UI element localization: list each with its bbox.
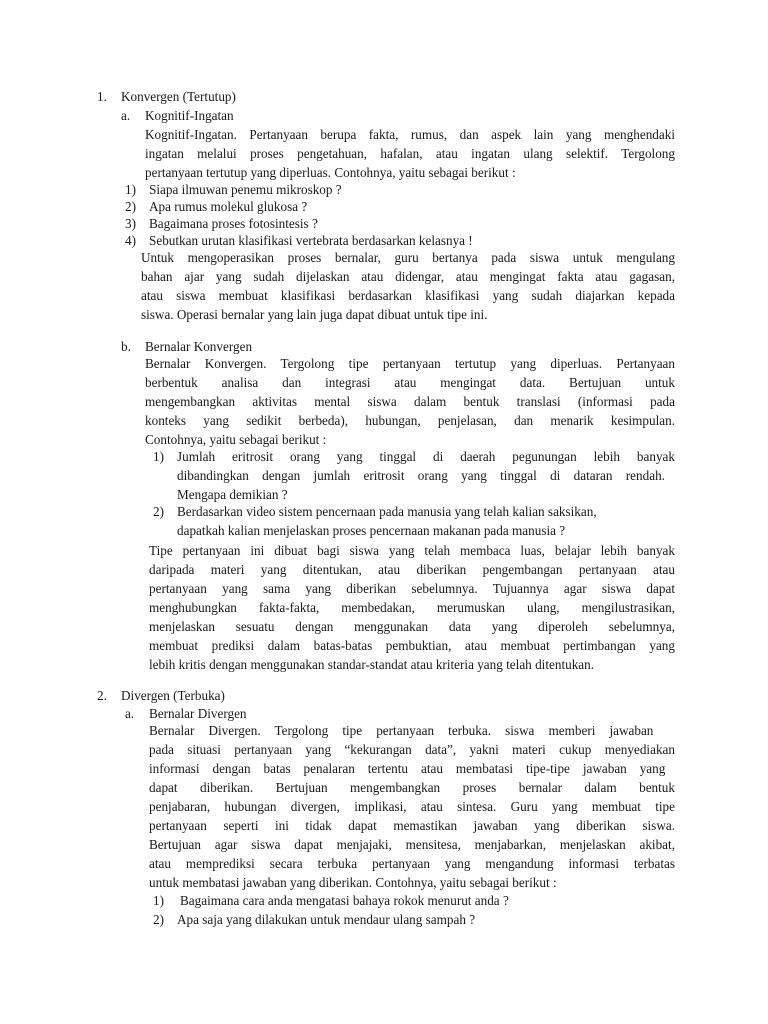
list-item-number: 2) [125,199,136,214]
section-1b-para-line-4: konteks yang sedikit berbeda), hubungan, penjelasan, dan menarik kesimpulan. [145,413,675,428]
list-item-text: Jumlah eritrosit orang yang tinggal di daerah pegunungan lebih banyak [177,449,675,464]
list-item-number: 2) [153,504,164,519]
section-1a-para2-line-1: Untuk mengoperasikan proses bernalar, guru bertanya pada siswa untuk mengulang [141,250,675,265]
list-item-text: Siapa ilmuwan penemu mikroskop ? [149,182,342,197]
section-1b-para2-line-2: daripada materi yang ditentukan, atau diberikan pengembangan pertanyaan atau [149,562,675,577]
list-item-number: 3) [125,216,136,231]
section-2a-para-line-5: penjabaran, hubungan divergen, implikasi, atau sintesa. Guru yang membuat tipe [149,799,675,814]
section-1a-letter: a. [121,108,131,123]
section-2-number: 2. [97,688,107,703]
section-2a-para-line-9: untuk membatasi jawaban yang diberikan. Contohnya, yaitu sebagai berikut : [149,875,557,890]
section-2a-title: Bernalar Divergen [149,706,247,721]
section-1b-para-line-2: berbentuk analisa dan integrasi atau mengingat data. Bertujuan untuk [145,375,675,390]
section-1a-title: Kognitif-Ingatan [145,108,234,123]
list-item-text: Berdasarkan video sistem pencernaan pada manusia yang telah kalian saksikan, [177,504,597,519]
section-1a-para-line-2: ingatan melalui proses pengetahuan, hafalan, atau ingatan ulang selektif. Tergolong [145,146,675,161]
section-2a-para-line-6: pertanyaan seperti ini tidak dapat memastikan jawaban yang diberikan siswa. [149,818,675,833]
section-1-number: 1. [97,89,107,104]
section-1a-para-line-1: Kognitif-Ingatan. Pertanyaan berupa fakta, rumus, dan aspek lain yang menghendaki [145,127,675,142]
list-item-text: Sebutkan urutan klasifikasi vertebrata berdasarkan kelasnya ! [149,233,473,248]
list-item-number: 1) [125,182,136,197]
list-item-number: 1) [153,449,164,464]
list-item-text: Mengapa demikian ? [177,487,288,502]
section-2a-para-line-2: pada situasi pertanyaan yang “kekurangan data”, yakni materi cukup menyediakan [149,742,675,757]
list-item-text: Bagaimana proses fotosintesis ? [149,216,318,231]
section-1b-para2-line-4: menghubungkan fakta-fakta, membedakan, merumuskan ulang, mengilustrasikan, [149,600,675,615]
section-1b-para2-line-6: membuat prediksi dalam batas-batas pembuktian, atau membuat pertimbangan yang [149,638,675,653]
section-2a-letter: a. [125,706,135,721]
section-1b-para2-line-5: menjelaskan sesuatu dengan menggunakan data yang diperoleh sebelumnya, [149,619,675,634]
list-item-number: 1) [153,893,164,908]
section-1b-para-line-1: Bernalar Konvergen. Tergolong tipe pertanyaan tertutup yang diperluas. Pertanyaan [145,356,675,371]
section-1b-para2-line-7: lebih kritis dengan menggunakan standar-standat atau kriteria yang telah ditentukan. [149,657,595,672]
section-1a-para2-line-4: siswa. Operasi bernalar yang lain juga dapat dibuat untuk tipe ini. [141,307,488,322]
section-2a-para-line-7: Bertujuan agar siswa dapat menjajaki, mensitesa, menjabarkan, menjelaskan akibat, [149,837,675,852]
list-item-text: Apa saja yang dilakukan untuk mendaur ulang sampah ? [177,912,476,927]
list-item-text: dibandingkan dengan jumlah eritrosit orang yang tinggal di dataran rendah. [177,468,665,483]
section-1b-title: Bernalar Konvergen [145,339,253,354]
section-1b-para-line-5: Contohnya, yaitu sebagai berikut : [145,432,327,447]
list-item-number: 2) [153,912,164,927]
section-2a-para-line-8: atau memprediksi secara terbuka pertanyaan yang mengandung informasi terbatas [149,856,675,871]
list-item-number: 4) [125,233,136,248]
section-2a-para-line-3: informasi dengan batas penalaran tertentu atau membatasi tipe-tipe jawaban yang [149,761,666,776]
list-item-text: dapatkah kalian menjelaskan proses pencernaan makanan pada manusia ? [177,523,566,538]
section-1b-para2-line-3: pertanyaan yang sama yang diberikan sebelumnya. Tujuannya agar siswa dapat [149,581,675,596]
section-1b-para-line-3: mengembangkan aktivitas mental siswa dalam bentuk translasi (informasi pada [145,394,675,409]
section-1b-letter: b. [121,339,131,354]
list-item-text: Bagaimana cara anda mengatasi bahaya rokok menurut anda ? [180,893,509,908]
section-2a-para-line-1: Bernalar Divergen. Tergolong tipe pertanyaan terbuka. siswa memberi jawaban [149,723,654,738]
list-item-text: Apa rumus molekul glukosa ? [149,199,308,214]
section-1a-para2-line-2: bahan ajar yang sudah dijelaskan atau didengar, atau mengingat fakta atau gagasan, [141,269,675,284]
section-1a-para2-line-3: atau siswa membuat klasifikasi berdasarkan klasifikasi yang sudah diajarkan kepada [141,288,675,303]
section-2a-para-line-4: dapat diberikan. Bertujuan mengembangkan proses bernalar dalam bentuk [149,780,675,795]
section-1b-para2-line-1: Tipe pertanyaan ini dibuat bagi siswa yang telah membaca luas, belajar lebih banyak [149,543,675,558]
section-1-title: Konvergen (Tertutup) [121,89,236,104]
section-1a-para-line-3: pertanyaan tertutup yang diperluas. Contohnya, yaitu sebagai berikut : [145,165,516,180]
section-2-title: Divergen (Terbuka) [121,688,225,703]
